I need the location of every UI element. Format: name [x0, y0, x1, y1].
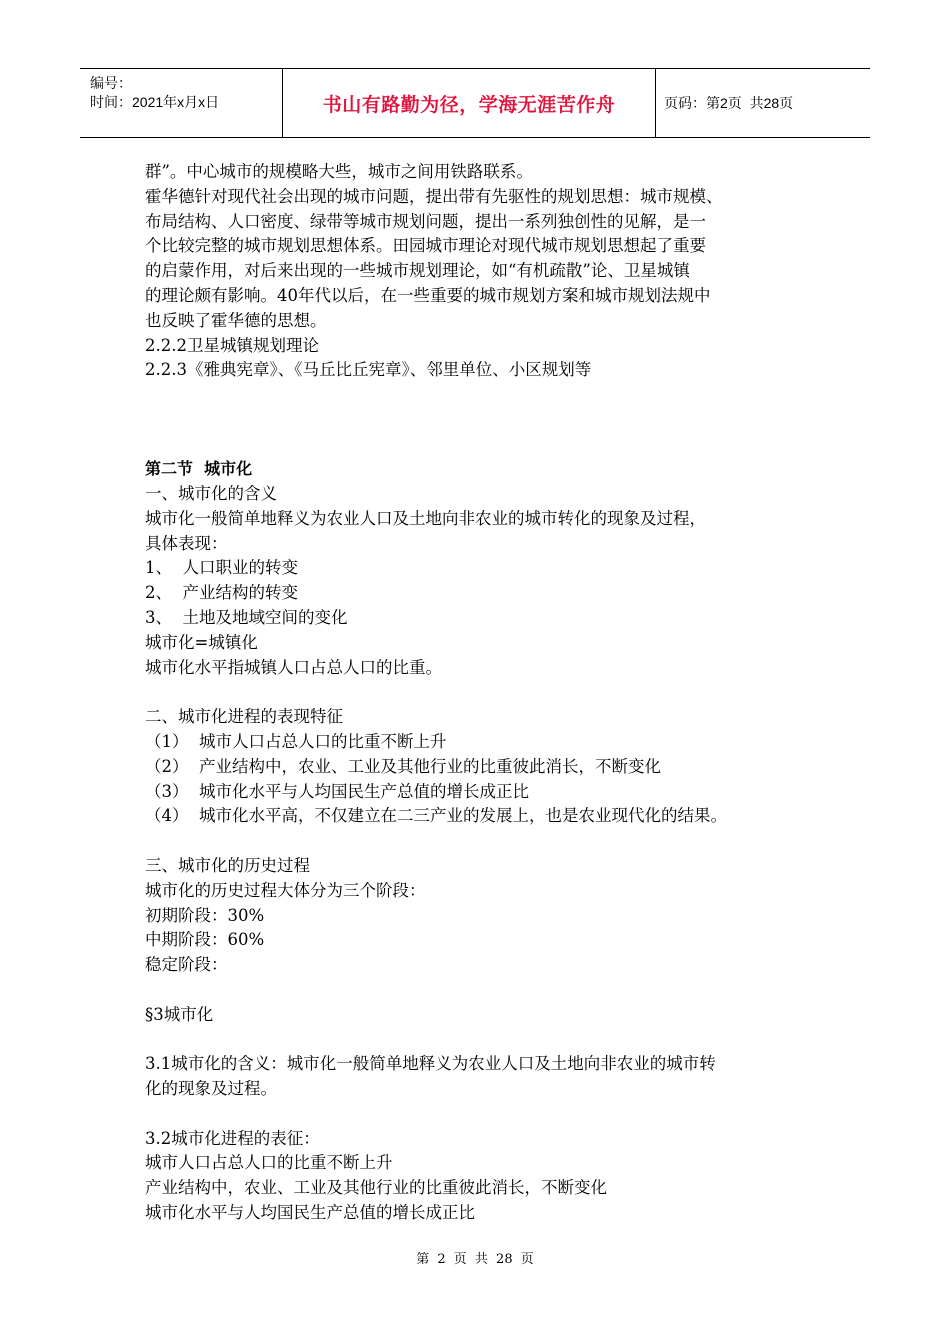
text-line: 二、城市化进程的表现特征	[145, 707, 343, 727]
paragraph-line: 布局结构、人口密度、绿带等城市规划问题，提出一系列独创性的见解，是一	[145, 211, 706, 231]
header-date: 时间：2021年x月x日	[90, 94, 220, 110]
text-line: 3.1城市化的含义：城市化一般简单地释义为农业人口及土地向非农业的城市转	[145, 1054, 716, 1074]
section-title: §3城市化	[145, 1004, 214, 1024]
text-line: 具体表现：	[145, 533, 228, 553]
text-line: 城市化的历史过程大体分为三个阶段：	[145, 880, 426, 900]
list-item: （3） 城市化水平与人均国民生产总值的增长成正比	[145, 781, 529, 801]
text-line: 3.2城市化进程的表征：	[145, 1128, 320, 1148]
header-meta-cell	[80, 69, 283, 137]
text-line: 一、城市化的含义	[145, 483, 277, 503]
document-body	[145, 160, 825, 1226]
text-line: 城市化水平与人均国民生产总值的增长成正比	[145, 1203, 475, 1223]
paragraph-line: 个比较完整的城市规划思想体系。田园城市理论对现代城市规划思想起了重要	[145, 236, 706, 256]
text-line: 产业结构中，农业、工业及其他行业的比重彼此消长，不断变化	[145, 1178, 607, 1198]
paragraph-line: 群”。中心城市的规模略大些，城市之间用铁路联系。	[145, 162, 533, 181]
text-line: 中期阶段：60%	[145, 930, 265, 950]
text-line: 化的现象及过程。	[145, 1079, 277, 1099]
text-line: 初期阶段：30%	[145, 905, 265, 925]
subsection-heading: 2.2.3《雅典宪章》、《马丘比丘宪章》、邻里单位、小区规划等	[145, 360, 592, 380]
header-page-label: 页码：第2页 共28页	[664, 95, 794, 111]
header-page-cell	[656, 69, 870, 137]
list-item: （1） 城市人口占总人口的比重不断上升	[145, 731, 447, 751]
paragraph-line: 也反映了霍华德的思想。	[145, 310, 327, 330]
subsection-heading: 2.2.2卫星城镇规划理论	[145, 335, 319, 355]
section-title: 第二节 城市化	[145, 459, 253, 479]
paragraph-line: 的启蒙作用，对后来出现的一些城市规划理论，如“有机疏散”论、卫星城镇	[145, 261, 690, 281]
page-footer	[0, 1248, 950, 1267]
text-line: 三、城市化的历史过程	[145, 855, 310, 875]
text-line: 城市化=城镇化	[145, 632, 258, 652]
footer-page-number: 第 2 页 共 28 页	[416, 1252, 534, 1267]
text-line: 城市化水平指城镇人口占总人口的比重。	[145, 657, 442, 677]
header-motto-cell	[283, 69, 656, 137]
list-item: 2、 产业结构的转变	[145, 583, 298, 603]
paragraph-line: 的理论颇有影响。40年代以后，在一些重要的城市规划方案和城市规划法规中	[145, 285, 711, 305]
list-item: （4） 城市化水平高，不仅建立在二三产业的发展上，也是农业现代化的结果。	[145, 806, 727, 826]
header-number: 编号：	[90, 75, 132, 91]
text-line: 城市化一般简单地释义为农业人口及土地向非农业的城市转化的现象及过程，	[145, 508, 706, 528]
list-item: 3、 土地及地域空间的变化	[145, 607, 348, 627]
text-line: 城市人口占总人口的比重不断上升	[145, 1153, 393, 1173]
header-motto: 书山有路勤为径，学海无涯苦作舟	[322, 93, 616, 116]
paragraph-line: 霍华德针对现代社会出现的城市问题，提出带有先驱性的规划思想：城市规模、	[145, 186, 723, 206]
list-item: 1、 人口职业的转变	[145, 558, 298, 578]
page-header	[80, 68, 870, 138]
list-item: （2） 产业结构中，农业、工业及其他行业的比重彼此消长，不断变化	[145, 756, 661, 776]
text-line: 稳定阶段：	[145, 955, 228, 975]
